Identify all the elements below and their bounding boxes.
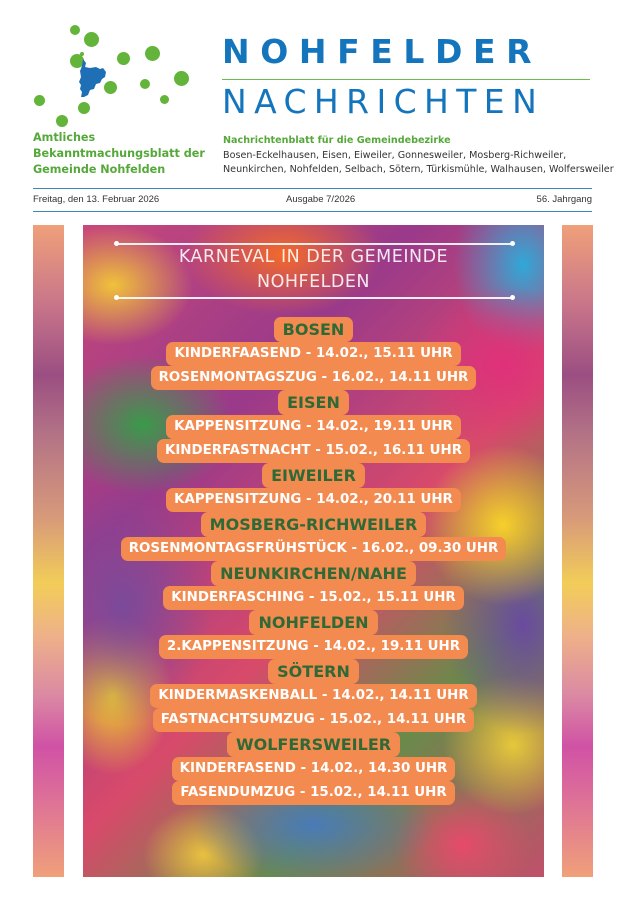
decorative-band-left: [33, 225, 64, 877]
event-group-eiweiler: [83, 463, 544, 512]
issue-number: Ausgabe 7/2026: [286, 194, 356, 205]
event-item: FASTNACHTSUMZUG - 15.02., 14.11 UHR: [153, 708, 474, 732]
logo-subtitle: [33, 130, 205, 178]
description-line: Bosen-Eckelhausen, Eisen, Eiweiler, Gonnesweiler, Mosberg-Richweiler,: [223, 149, 567, 161]
description-heading: Nachrichtenblatt für die Gemeindebezirke: [223, 135, 451, 146]
logo-dot-icon: [117, 52, 130, 65]
event-item: KAPPENSITZUNG - 14.02., 19.11 UHR: [166, 415, 461, 439]
logo-subtitle-line: Gemeinde Nohfelden: [33, 163, 166, 176]
logo-dot-icon: [160, 95, 169, 104]
town-heading: EIWEILER: [262, 463, 365, 488]
event-item: KINDERFASEND - 14.02., 14.30 UHR: [172, 757, 456, 781]
issue-date: Freitag, den 13. Februar 2026: [33, 194, 160, 205]
logo-dot-icon: [140, 79, 150, 89]
event-group-nohfelden: [83, 610, 544, 659]
municipality-map-icon: [78, 57, 110, 103]
town-heading: NOHFELDEN: [249, 610, 377, 635]
poster-rule-bottom: [116, 297, 513, 299]
event-item: ROSENMONTAGSFRÜHSTÜCK - 16.02., 09.30 UHR: [121, 537, 507, 561]
masthead-title-line2: NACHRICHTEN: [222, 82, 545, 121]
event-item: KAPPENSITZUNG - 14.02., 20.11 UHR: [166, 488, 461, 512]
poster-title-line: KARNEVAL IN DER GEMEINDE: [178, 247, 449, 267]
event-list: [83, 317, 544, 805]
event-item: 2.KAPPENSITZUNG - 14.02., 19.11 UHR: [159, 635, 468, 659]
description-line: Neunkirchen, Nohfelden, Selbach, Sötern, Türkismühle, Walhausen, Wolfersweiler: [223, 164, 614, 175]
issue-info-bar: [33, 188, 592, 212]
event-item: KINDERFAASEND - 14.02., 15.11 UHR: [166, 342, 460, 366]
masthead-divider: [222, 79, 590, 80]
town-heading: SÖTERN: [268, 659, 359, 684]
municipality-logo: [28, 22, 198, 132]
logo-subtitle-line: Amtliches: [33, 131, 96, 144]
event-item: KINDERFASCHING - 15.02., 15.11 UHR: [163, 586, 463, 610]
masthead-title-line1: NOHFELDER: [222, 32, 543, 71]
logo-dot-icon: [145, 46, 160, 61]
issue-volume: 56. Jahrgang: [536, 194, 592, 205]
event-group-mosberg-richweiler: [83, 512, 544, 561]
logo-dot-icon: [84, 32, 99, 47]
town-heading: WOLFERSWEILER: [227, 732, 400, 757]
decorative-band-right: [562, 225, 593, 877]
logo-dot-icon: [56, 115, 68, 127]
town-heading: NEUNKIRCHEN/NAHE: [211, 561, 416, 586]
town-heading: BOSEN: [274, 317, 354, 342]
event-item: KINDERFASTNACHT - 15.02., 16.11 UHR: [157, 439, 470, 463]
event-item: FASENDUMZUG - 15.02., 14.11 UHR: [172, 781, 454, 805]
event-group-wolfersweiler: [83, 732, 544, 805]
logo-dot-icon: [78, 102, 90, 114]
poster-title: [83, 245, 544, 295]
event-group-bosen: [83, 317, 544, 390]
poster-title-line: NOHFELDEN: [256, 272, 371, 292]
event-item: ROSENMONTAGSZUG - 16.02., 14.11 UHR: [151, 366, 477, 390]
event-group-soetern: [83, 659, 544, 732]
carnival-poster: [83, 225, 544, 877]
publication-description: [223, 134, 618, 178]
town-heading: MOSBERG-RICHWEILER: [201, 512, 427, 537]
event-group-eisen: [83, 390, 544, 463]
logo-dot-icon: [34, 95, 45, 106]
town-heading: EISEN: [278, 390, 349, 415]
logo-dot-icon: [70, 25, 80, 35]
logo-dot-icon: [174, 71, 189, 86]
event-item: KINDERMASKENBALL - 14.02., 14.11 UHR: [150, 684, 476, 708]
logo-subtitle-line: Bekanntmachungsblatt der: [33, 147, 205, 160]
event-group-neunkirchen: [83, 561, 544, 610]
